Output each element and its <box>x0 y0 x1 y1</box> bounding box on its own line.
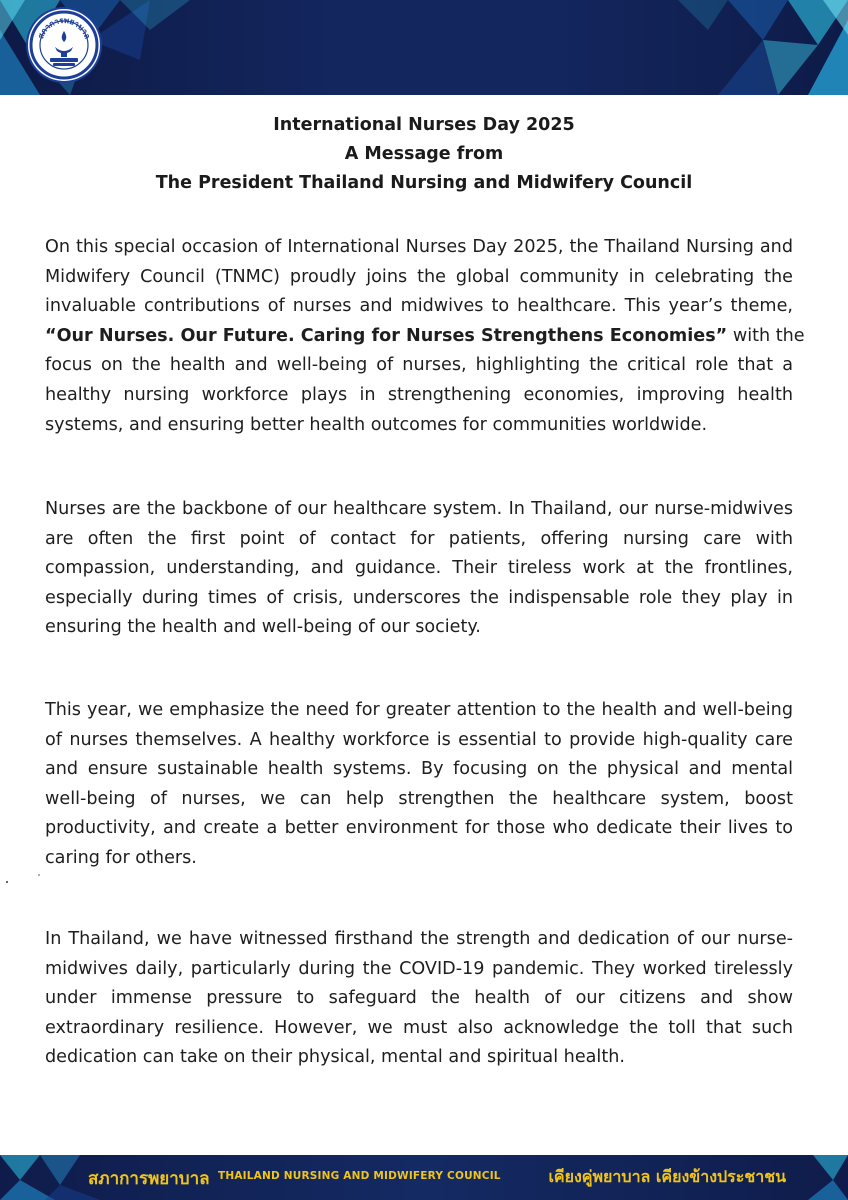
paragraph-line: systems, and ensuring better health outcomes for communities worldwide. <box>45 414 708 435</box>
paragraph-line: and ensure sustainable health systems. By focusing on the physical and mental <box>45 759 793 780</box>
council-seal-icon <box>28 9 100 81</box>
margin-specks <box>0 868 50 888</box>
paragraph-line: healthy nursing workforce plays in strengthening economies, improving health <box>45 384 793 405</box>
theme-suffix: with the <box>732 325 805 346</box>
footer-right-decoration <box>788 1155 848 1200</box>
paragraph-line: In Thailand, we have witnessed firsthand the strength and dedication of our nurse- <box>45 929 793 949</box>
footer-council-thai-name: สภาการพยาบาล <box>88 1169 210 1189</box>
paragraph-line: dedication can take on their physical, mental and spiritual health. <box>45 1047 625 1068</box>
theme-text: “Our Nurses. Our Future. Caring for Nurses Strengthens Economies” <box>45 325 728 346</box>
paragraph-line: well-being of nurses, we can help strengthen the healthcare system, boost <box>45 788 793 809</box>
footer-slogan: เคียงคู่พยาบาล เคียงข้างประชาชน <box>548 1167 786 1186</box>
paragraph-line: This year, we emphasize the need for greater attention to the health and well-being <box>45 700 793 720</box>
header-right-decoration <box>658 0 848 95</box>
paragraph-line: compassion, understanding, and guidance. Their tireless work at the frontlines, <box>45 558 793 579</box>
paragraph-line: especially during times of crisis, underscores the indispensable role they play in <box>45 587 793 608</box>
paragraph-line: caring for others. <box>45 847 197 868</box>
paragraph-line: midwives daily, particularly during the COVID-19 pandemic. They worked tirelessly <box>45 958 793 979</box>
paragraph-1 <box>45 233 805 440</box>
paragraph-line: Nurses are the backbone of our healthcare system. In Thailand, our nurse-midwives <box>45 499 793 519</box>
paragraph-line-theme <box>45 322 805 352</box>
paragraph-line: ensuring the health and well-being of our society. <box>45 617 481 638</box>
header-banner <box>0 0 848 95</box>
paragraph-2 <box>45 495 793 643</box>
seal-text: สภาการพยาบาล <box>36 15 92 41</box>
title-line-3: The President Thailand Nursing and Midwifery Council <box>155 173 693 193</box>
paragraph-line: under immense pressure to safeguard the health of our citizens and show <box>45 988 793 1009</box>
paragraph-line: are often the first point of contact for patients, offering nursing care with <box>45 528 793 549</box>
paragraph-line: invaluable contributions of nurses and midwives to healthcare. This year’s theme, <box>45 296 793 317</box>
paragraph-line: extraordinary resilience. However, we must also acknowledge the toll that such <box>45 1017 793 1038</box>
title-line-1: International Nurses Day 2025 <box>273 115 575 135</box>
paragraph-line: On this special occasion of International Nurses Day 2025, the Thailand Nursing and <box>45 237 793 257</box>
footer-council-english-name: THAILAND NURSING AND MIDWIFERY COUNCIL <box>218 1170 501 1182</box>
paragraph-line: focus on the health and well-being of nurses, highlighting the critical role that a <box>45 355 793 376</box>
paragraph-line: Midwifery Council (TNMC) proudly joins the global community in celebrating the <box>45 266 793 287</box>
footer-banner <box>0 1155 848 1200</box>
paragraph-line: of nurses themselves. A healthy workforce is essential to provide high-quality care <box>45 729 793 750</box>
message-title-block <box>0 111 848 198</box>
paragraph-3 <box>45 696 793 874</box>
paragraph-4 <box>45 925 793 1073</box>
title-line-2: A Message from <box>344 144 504 164</box>
paragraph-line: productivity, and create a better environment for those who dedicate their lives to <box>45 818 793 839</box>
